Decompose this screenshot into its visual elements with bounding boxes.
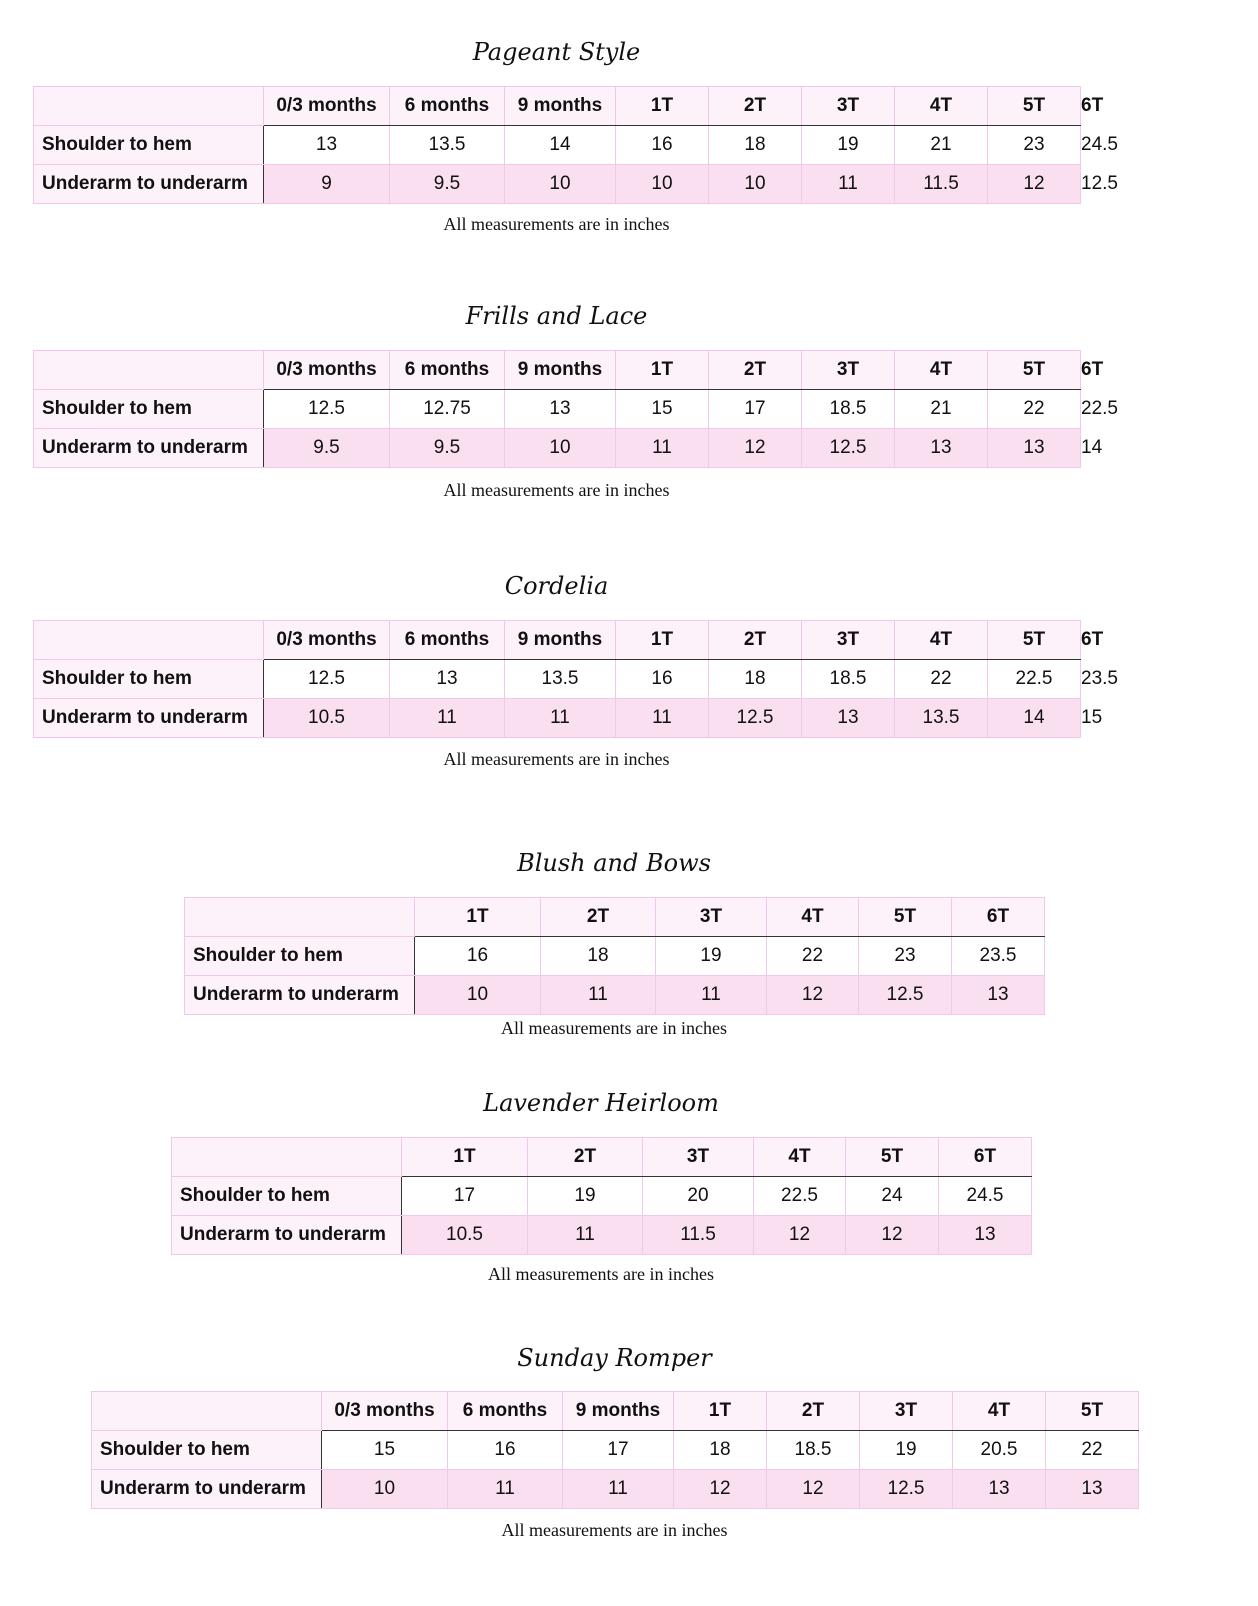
- measurement-cell: 12.5: [860, 1470, 953, 1509]
- measurement-note: All measurements are in inches: [488, 1264, 714, 1284]
- size-table: [33, 350, 1118, 468]
- measurement-cell: 12: [767, 1470, 860, 1509]
- measurement-cell: 23: [988, 126, 1081, 165]
- measurement-note: All measurements are in inches: [501, 1520, 728, 1540]
- measurement-cell: 12.5: [802, 429, 895, 468]
- size-header: 4T: [767, 898, 859, 937]
- measurement-cell: 9.5: [264, 429, 390, 468]
- measurement-cell: 13: [953, 1470, 1046, 1509]
- size-header: 5T: [1046, 1392, 1139, 1431]
- size-header: 9 months: [563, 1392, 674, 1431]
- measurement-cell: 13: [939, 1216, 1032, 1255]
- measurement-cell: 11: [390, 699, 505, 738]
- size-header: 6 months: [390, 87, 505, 126]
- measurement-cell: 13: [802, 699, 895, 738]
- row-label: Underarm to underarm: [34, 699, 264, 738]
- measurement-cell: 22.5: [754, 1177, 846, 1216]
- table-row: Underarm to underarm 10.5 11 11 11 12.5 13 13.5 14 15: [34, 699, 1081, 738]
- measurement-cell: 22: [767, 937, 859, 976]
- corner-cell: [34, 351, 264, 390]
- row-label: Underarm to underarm: [34, 429, 264, 468]
- measurement-cell: 9.5: [390, 165, 505, 204]
- measurement-cell: 13: [988, 429, 1081, 468]
- size-header: 1T: [616, 351, 709, 390]
- table-row: [172, 1177, 1032, 1216]
- measurement-cell: 20: [643, 1177, 754, 1216]
- measurement-note: All measurements are in inches: [443, 214, 670, 234]
- measurement-cell: 12.5: [264, 390, 390, 429]
- chart-title: Pageant Style: [472, 38, 641, 66]
- measurement-note: All measurements are in inches: [501, 1018, 727, 1038]
- chart-title: Frills and Lace: [465, 302, 648, 330]
- measurement-cell: 23: [859, 937, 952, 976]
- size-header: 6T: [939, 1138, 1032, 1177]
- measurement-cell: 18: [674, 1431, 767, 1470]
- measurement-cell: 19: [656, 937, 767, 976]
- size-header: 2T: [528, 1138, 643, 1177]
- size-header: 1T: [674, 1392, 767, 1431]
- corner-cell: [34, 87, 264, 126]
- row-label: Shoulder to hem: [34, 660, 264, 699]
- measurement-cell: 15: [322, 1431, 448, 1470]
- size-header: 2T: [709, 621, 802, 660]
- corner-cell: [92, 1392, 322, 1431]
- measurement-cell: 10: [415, 976, 541, 1015]
- row-label: Shoulder to hem: [34, 126, 264, 165]
- size-table: [33, 620, 1118, 738]
- measurement-cell: 10: [322, 1470, 448, 1509]
- measurement-cell: 11: [802, 165, 895, 204]
- size-header: 4T: [953, 1392, 1046, 1431]
- measurement-cell: 17: [563, 1431, 674, 1470]
- table-row: [92, 1470, 1139, 1509]
- size-header: 2T: [709, 87, 802, 126]
- measurement-note: All measurements are in inches: [443, 480, 670, 500]
- measurement-cell: 24.5: [939, 1177, 1032, 1216]
- measurement-cell: 21: [895, 126, 988, 165]
- measurement-cell: 12: [988, 165, 1081, 204]
- size-header: 0/3 months: [264, 351, 390, 390]
- measurement-cell: 12: [846, 1216, 939, 1255]
- chart-title: Blush and Bows: [517, 849, 711, 877]
- row-label: Shoulder to hem: [34, 390, 264, 429]
- size-header: 9 months: [505, 621, 616, 660]
- corner-cell: [172, 1138, 402, 1177]
- size-table: [171, 1137, 1032, 1255]
- row-label: Shoulder to hem: [185, 937, 415, 976]
- measurement-note: All measurements are in inches: [443, 749, 670, 769]
- measurement-cell: 22: [895, 660, 988, 699]
- measurement-cell: 12: [754, 1216, 846, 1255]
- table-header-row: [92, 1392, 1139, 1431]
- measurement-cell: 11: [616, 429, 709, 468]
- chart-title: Sunday Romper: [517, 1344, 712, 1372]
- measurement-cell: 18: [541, 937, 656, 976]
- size-header: 5T: [988, 621, 1081, 660]
- measurement-cell: 20.5: [953, 1431, 1046, 1470]
- measurement-cell: 11: [541, 976, 656, 1015]
- size-header: 4T: [895, 621, 988, 660]
- measurement-cell: 10: [616, 165, 709, 204]
- table-row: Shoulder to hem 12.5 12.75 13 15 17 18.5 21 22 22.5: [34, 390, 1081, 429]
- row-label: Shoulder to hem: [92, 1431, 322, 1470]
- size-header: 6 months: [390, 351, 505, 390]
- size-header: 6 months: [390, 621, 505, 660]
- table-row: Shoulder to hem 12.5 13 13.5 16 18 18.5 22 22.5 23.5: [34, 660, 1081, 699]
- table-row: Underarm to underarm 9 9.5 10 10 10 11 11.5 12 12.5: [34, 165, 1081, 204]
- measurement-cell: 12.5: [709, 699, 802, 738]
- measurement-cell: 11: [505, 699, 616, 738]
- measurement-cell: 9: [264, 165, 390, 204]
- measurement-cell: 17: [402, 1177, 528, 1216]
- measurement-cell: 16: [616, 126, 709, 165]
- size-header: 9 months: [505, 351, 616, 390]
- size-header: 1T: [616, 621, 709, 660]
- size-header: 3T: [656, 898, 767, 937]
- measurement-cell: 24: [846, 1177, 939, 1216]
- size-header: 5T: [988, 87, 1081, 126]
- measurement-cell: 17: [709, 390, 802, 429]
- table-header-row: 0/3 months 6 months 9 months 1T 2T 3T 4T 5T 6T: [34, 87, 1081, 126]
- measurement-cell: 18.5: [767, 1431, 860, 1470]
- size-header: 9 months: [505, 87, 616, 126]
- size-header: 1T: [402, 1138, 528, 1177]
- measurement-cell: 12.75: [390, 390, 505, 429]
- table-header-row: 0/3 months 6 months 9 months 1T 2T 3T 4T 5T 6T: [34, 351, 1081, 390]
- size-header: 3T: [802, 87, 895, 126]
- measurement-cell: 13: [390, 660, 505, 699]
- size-header: 3T: [802, 351, 895, 390]
- size-header: 3T: [643, 1138, 754, 1177]
- measurement-cell: 12: [767, 976, 859, 1015]
- measurement-cell: 10.5: [264, 699, 390, 738]
- size-header: 6 months: [448, 1392, 563, 1431]
- table-header-row: 0/3 months 6 months 9 months 1T 2T 3T 4T 5T 6T: [34, 621, 1081, 660]
- measurement-cell: 16: [448, 1431, 563, 1470]
- size-header: 5T: [846, 1138, 939, 1177]
- measurement-cell: 13.5: [390, 126, 505, 165]
- measurement-cell: 12: [674, 1470, 767, 1509]
- row-label: Underarm to underarm: [185, 976, 415, 1015]
- row-label: Underarm to underarm: [172, 1216, 402, 1255]
- measurement-cell: 22.5: [988, 660, 1081, 699]
- measurement-cell: 11: [448, 1470, 563, 1509]
- measurement-cell: 13.5: [505, 660, 616, 699]
- measurement-cell: 14: [988, 699, 1081, 738]
- measurement-cell: 10: [505, 429, 616, 468]
- measurement-cell: 18: [709, 660, 802, 699]
- measurement-cell: 18: [709, 126, 802, 165]
- measurement-cell: 18.5: [802, 660, 895, 699]
- measurement-cell: 11: [656, 976, 767, 1015]
- size-table: [91, 1391, 1139, 1509]
- measurement-cell: 13: [264, 126, 390, 165]
- row-label: Underarm to underarm: [92, 1470, 322, 1509]
- size-header: 4T: [754, 1138, 846, 1177]
- measurement-cell: 13: [1046, 1470, 1139, 1509]
- size-table: [184, 897, 1045, 1015]
- chart-title: Lavender Heirloom: [483, 1089, 719, 1117]
- row-label: Underarm to underarm: [34, 165, 264, 204]
- measurement-cell: 13.5: [895, 699, 988, 738]
- measurement-cell: 9.5: [390, 429, 505, 468]
- measurement-cell: 12: [709, 429, 802, 468]
- measurement-cell: 11.5: [895, 165, 988, 204]
- measurement-cell: 23.5: [952, 937, 1045, 976]
- measurement-cell: 14: [505, 126, 616, 165]
- table-header-row: [172, 1138, 1032, 1177]
- measurement-cell: 10: [709, 165, 802, 204]
- corner-cell: [185, 898, 415, 937]
- row-label: Shoulder to hem: [172, 1177, 402, 1216]
- table-row: [185, 937, 1045, 976]
- measurement-cell: 11: [616, 699, 709, 738]
- measurement-cell: 12.5: [859, 976, 952, 1015]
- chart-title: Cordelia: [504, 572, 609, 600]
- measurement-cell: 13: [505, 390, 616, 429]
- measurement-cell: 13: [952, 976, 1045, 1015]
- size-header: 4T: [895, 87, 988, 126]
- measurement-cell: 16: [616, 660, 709, 699]
- size-header: 2T: [767, 1392, 860, 1431]
- size-header: 1T: [616, 87, 709, 126]
- size-header: 3T: [860, 1392, 953, 1431]
- measurement-cell: 18.5: [802, 390, 895, 429]
- table-row: [185, 976, 1045, 1015]
- size-header: 0/3 months: [264, 87, 390, 126]
- size-header: 5T: [988, 351, 1081, 390]
- measurement-cell: 11: [563, 1470, 674, 1509]
- measurement-cell: 22: [1046, 1431, 1139, 1470]
- measurement-cell: 21: [895, 390, 988, 429]
- measurement-cell: 12.5: [264, 660, 390, 699]
- measurement-cell: 13: [895, 429, 988, 468]
- size-header: 2T: [541, 898, 656, 937]
- measurement-cell: 22: [988, 390, 1081, 429]
- table-header-row: [185, 898, 1045, 937]
- measurement-cell: 11.5: [643, 1216, 754, 1255]
- table-row: [92, 1431, 1139, 1470]
- size-header: 3T: [802, 621, 895, 660]
- measurement-cell: 19: [802, 126, 895, 165]
- measurement-cell: 19: [528, 1177, 643, 1216]
- measurement-cell: 10.5: [402, 1216, 528, 1255]
- measurement-cell: 15: [616, 390, 709, 429]
- size-header: 1T: [415, 898, 541, 937]
- size-table: [33, 86, 1118, 204]
- size-header: 0/3 months: [264, 621, 390, 660]
- size-header: 4T: [895, 351, 988, 390]
- measurement-cell: 19: [860, 1431, 953, 1470]
- corner-cell: [34, 621, 264, 660]
- table-row: Shoulder to hem 13 13.5 14 16 18 19 21 23 24.5: [34, 126, 1081, 165]
- table-row: [172, 1216, 1032, 1255]
- size-header: 0/3 months: [322, 1392, 448, 1431]
- table-row: Underarm to underarm 9.5 9.5 10 11 12 12.5 13 13 14: [34, 429, 1081, 468]
- size-header: 2T: [709, 351, 802, 390]
- measurement-cell: 16: [415, 937, 541, 976]
- size-header: 6T: [952, 898, 1045, 937]
- size-header: 5T: [859, 898, 952, 937]
- measurement-cell: 11: [528, 1216, 643, 1255]
- measurement-cell: 10: [505, 165, 616, 204]
